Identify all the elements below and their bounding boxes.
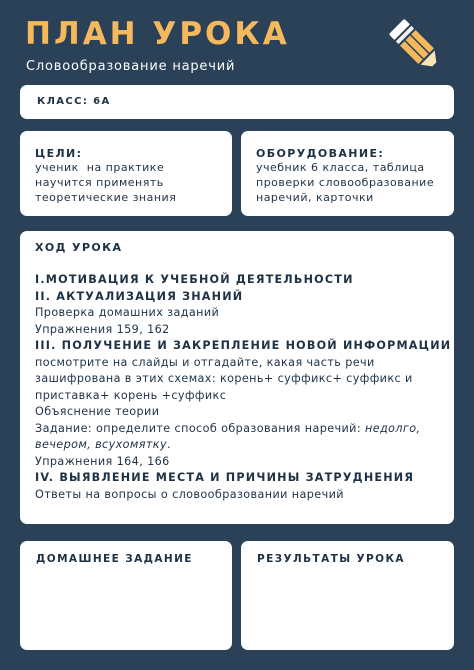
homework-label: ДОМАШНЕЕ ЗАДАНИЕ bbox=[36, 553, 193, 565]
list-item: посмотрите на слайды и отгадайте, какая часть речи bbox=[35, 355, 375, 369]
course-label: ХОД УРОКА bbox=[35, 241, 123, 254]
results-card bbox=[241, 541, 454, 650]
homework-card bbox=[20, 541, 232, 650]
results-label: РЕЗУЛЬТАТЫ УРОКА bbox=[257, 553, 405, 565]
equipment-card bbox=[241, 131, 454, 216]
class-label: КЛАСС: 6А bbox=[37, 96, 111, 107]
goals-label: ЦЕЛИ: bbox=[35, 147, 83, 160]
section-2-title: II. АКТУАЛИЗАЦИЯ ЗНАНИЙ bbox=[35, 289, 244, 303]
page-subtitle: Словообразование наречий bbox=[26, 59, 236, 74]
pencil-icon bbox=[384, 14, 450, 80]
task-text: Задание: определите способ образования наречий: недолго, вечером, всухомятку. bbox=[35, 421, 421, 451]
list-item: Проверка домашних заданий bbox=[35, 306, 220, 319]
list-item: приставка+ корень +суффикс bbox=[35, 388, 227, 402]
equipment-label: ОБОРУДОВАНИЕ: bbox=[256, 147, 385, 160]
task-words: недолго, вечером, всухомятку bbox=[35, 421, 421, 451]
section-3-title: III. ПОЛУЧЕНИЕ И ЗАКРЕПЛЕНИЕ НОВОЙ ИНФОРМАЦИИ bbox=[35, 339, 452, 352]
goals-card bbox=[20, 131, 232, 216]
class-card bbox=[20, 85, 454, 119]
equipment-text: учебник 6 класса, таблица проверки словообразование наречий, карточки bbox=[256, 161, 435, 204]
goals-text: ученик на практике научится применять теоретические знания bbox=[35, 161, 177, 204]
list-item: Объяснение теории bbox=[35, 405, 160, 418]
list-item: Ответы на вопросы о словообразовании наречий bbox=[35, 487, 344, 501]
course-body bbox=[35, 272, 452, 503]
list-item: Упражнения 159, 162 bbox=[35, 322, 170, 336]
lesson-course-card bbox=[20, 231, 454, 524]
section-4-title: IV. ВЫЯВЛЕНИЕ МЕСТА И ПРИЧИНЫ ЗАТРУДНЕНИЯ bbox=[35, 471, 415, 484]
list-item: Упражнения 164, 166 bbox=[35, 454, 170, 468]
list-item: зашифрована в этих схемах: корень+ суффикс+ суффикс и bbox=[35, 372, 413, 385]
page-title: ПЛАН УРОКА bbox=[25, 16, 290, 52]
section-1-title: I.МОТИВАЦИЯ К УЧЕБНОЙ ДЕЯТЕЛЬНОСТИ bbox=[35, 273, 354, 286]
